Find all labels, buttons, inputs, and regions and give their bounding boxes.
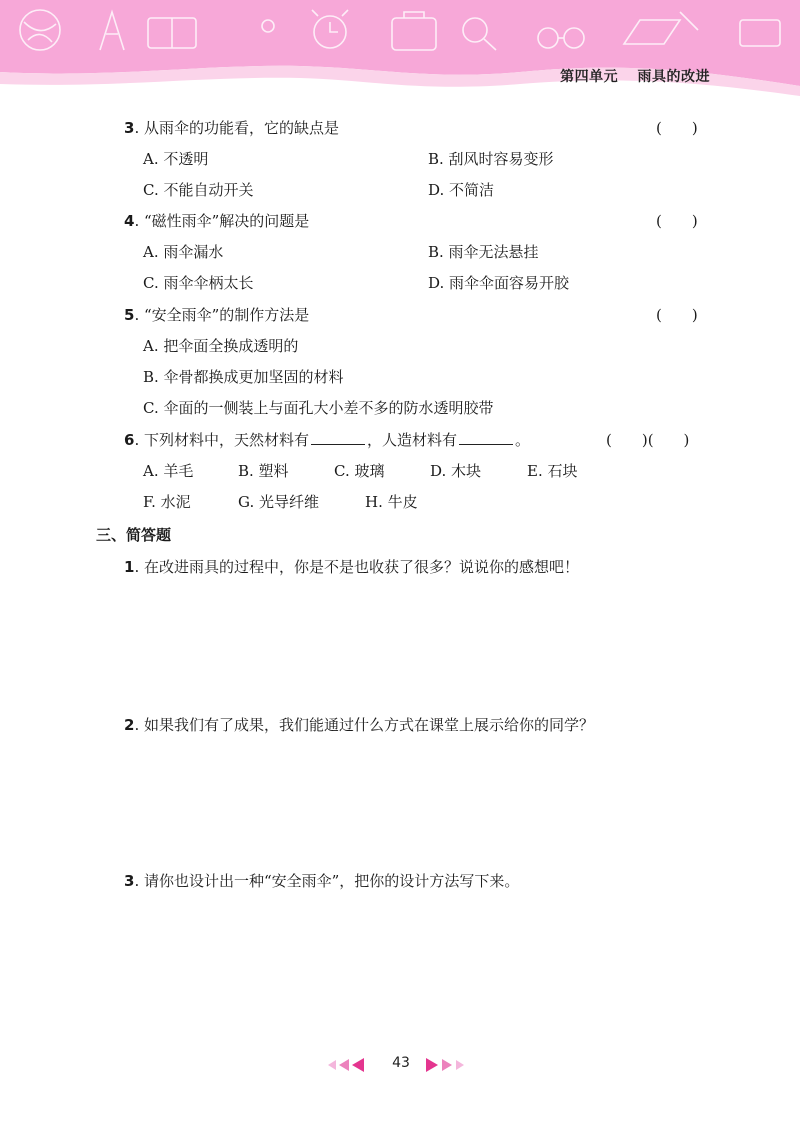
lesson-label: 雨具的改进 [637,69,710,85]
option: C. 玻璃 [334,462,385,480]
option: C. 伞面的一侧装上与面孔大小差不多的防水透明胶带 [143,399,494,417]
question-number: 6 [124,431,135,449]
question-number: 1 [124,558,135,576]
unit-title [560,66,710,86]
question-4-stem [124,210,309,231]
option: A. 雨伞漏水 [143,243,224,261]
question-text: . “磁性雨伞”解决的问题是 [134,212,310,230]
option: H. 牛皮 [365,493,418,511]
option: B. 刮风时容易变形 [428,150,554,168]
question-6-stem [124,429,530,450]
option: B. 雨伞无法悬挂 [428,243,539,261]
option: C. 不能自动开关 [143,181,254,199]
left-arrows-icon [328,1058,364,1072]
header-banner [0,0,800,110]
option: G. 光导纤维 [238,493,319,511]
right-arrows-icon [426,1058,464,1072]
question-text: . 请你也设计出一种“安全雨伞”，把你的设计方法写下来。 [134,872,520,890]
answer-parens: ( )( ) [606,431,690,449]
section-title: 三、简答题 [96,526,172,544]
option: F. 水泥 [143,493,191,511]
question-3-stem [124,117,339,138]
question-number: 2 [124,716,135,734]
option: A. 把伞面全换成透明的 [143,337,299,355]
option: D. 木块 [430,462,482,480]
question-5-stem [124,304,309,325]
question-text: . 如果我们有了成果，我们能通过什么方式在课堂上展示给你的同学？ [134,716,594,734]
fill-blank[interactable] [311,430,365,445]
question-text: 。 [515,431,531,449]
answer-parens: ( ) [656,212,698,230]
question-number: 3 [124,119,135,137]
short-answer-question-3 [124,870,519,891]
option: B. 伞骨都换成更加坚固的材料 [143,368,344,386]
question-number: 4 [124,212,135,230]
question-text: . 下列材料中，天然材料有 [134,431,309,449]
answer-parens: ( ) [656,306,698,324]
option: E. 石块 [527,462,578,480]
option: A. 羊毛 [143,462,194,480]
question-number: 3 [124,872,135,890]
option: A. 不透明 [143,150,209,168]
option: D. 雨伞伞面容易开胶 [428,274,570,292]
question-text: ，人造材料有 [366,431,457,449]
question-text: . “安全雨伞”的制作方法是 [134,306,310,324]
question-number: 5 [124,306,135,324]
option: B. 塑料 [238,462,289,480]
short-answer-question-1 [124,556,579,577]
unit-label: 第四单元 [560,69,619,85]
fill-blank[interactable] [459,430,513,445]
short-answer-question-2 [124,714,594,735]
option: D. 不简洁 [428,181,495,199]
question-text: . 从雨伞的功能看，它的缺点是 [134,119,339,137]
option: C. 雨伞伞柄太长 [143,274,254,292]
answer-parens: ( ) [656,119,698,137]
question-text: . 在改进雨具的过程中，你是不是也收获了很多？说说你的感想吧！ [134,558,579,576]
page-number: 43 [392,1055,410,1071]
